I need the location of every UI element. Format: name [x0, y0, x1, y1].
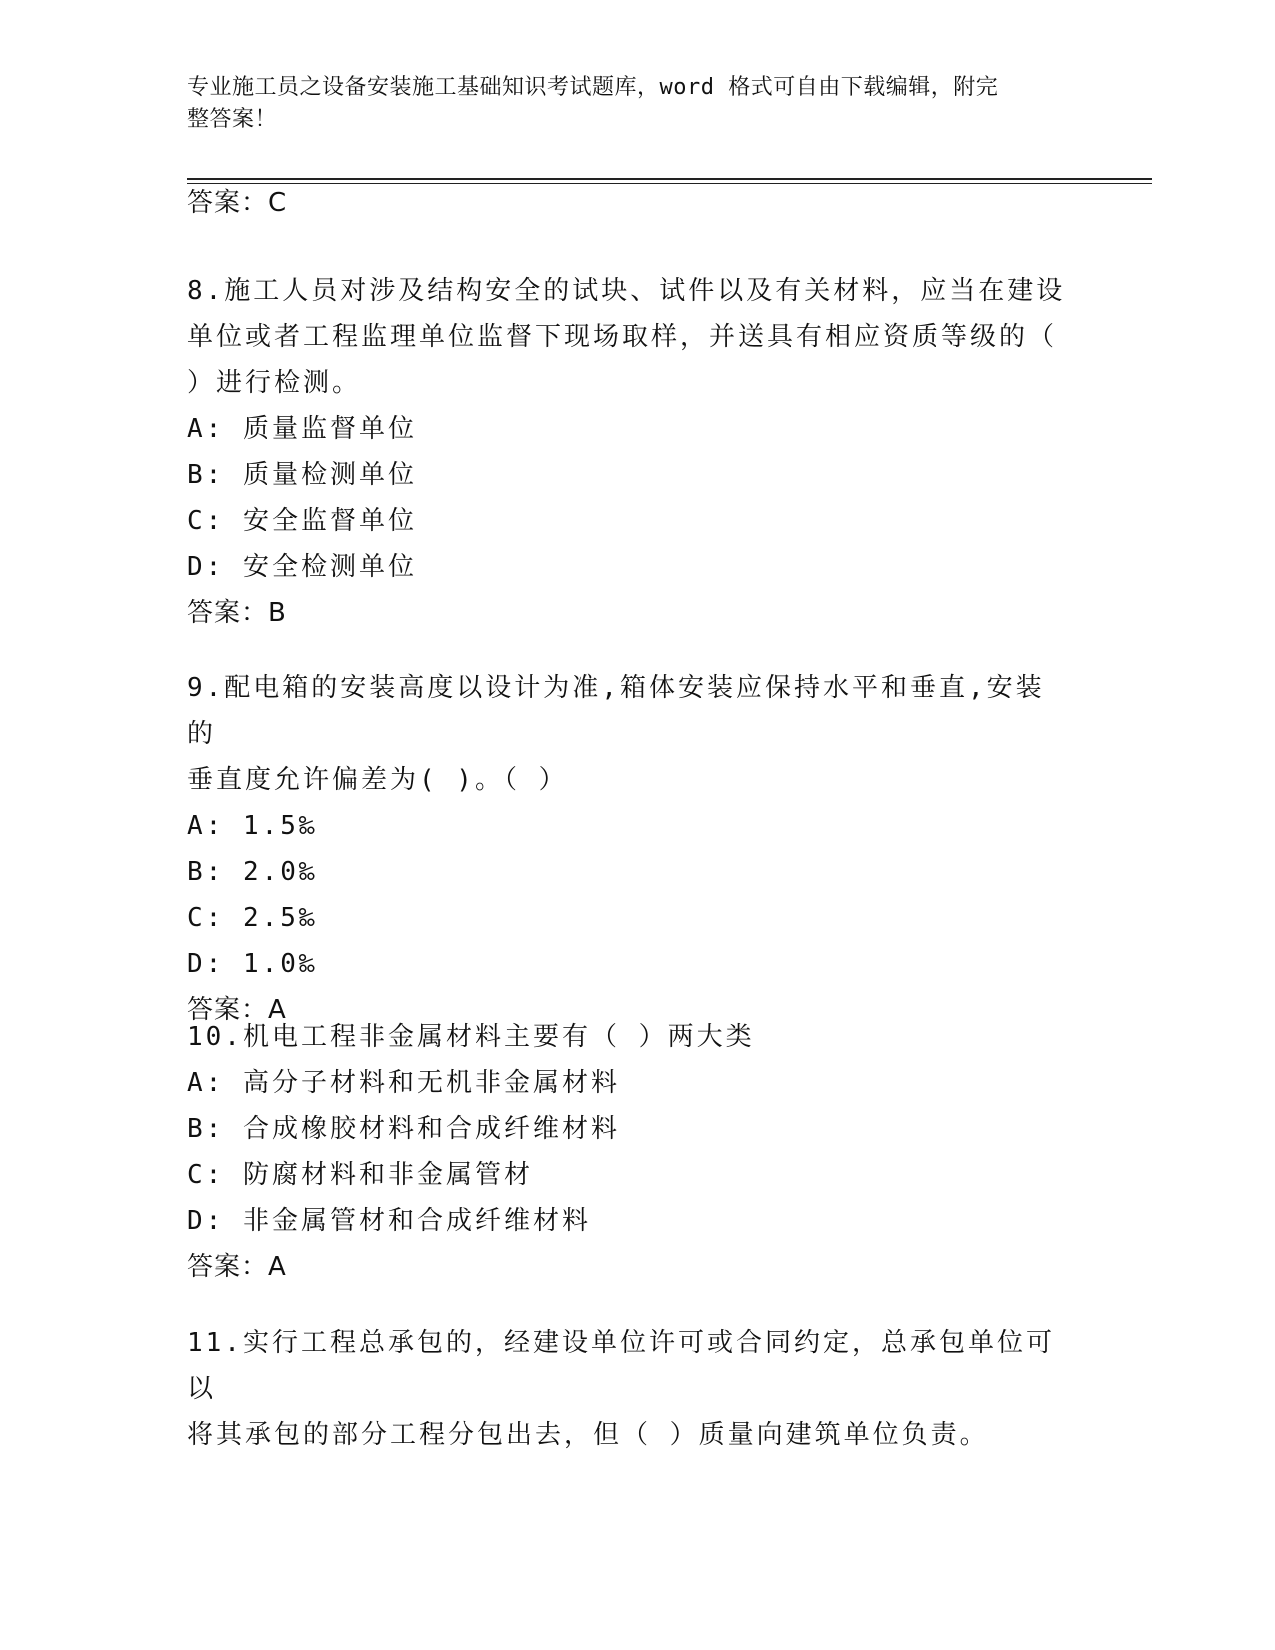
question-text: 垂直度允许偏差为( )。（ ） — [187, 765, 568, 795]
option-d: D: 安全检测单位 — [187, 552, 417, 582]
option-b: B: 质量检测单位 — [187, 460, 417, 490]
answer-10: 答案：A — [187, 1252, 287, 1282]
document-header — [187, 72, 1067, 136]
header-divider — [187, 178, 1152, 180]
header-line: 专业施工员之设备安装施工基础知识考试题库，word 格式可自由下载编辑，附完 — [187, 75, 999, 100]
question-11 — [187, 1320, 1067, 1458]
option-d: D: 1.0‰ — [187, 949, 318, 979]
answer-8: 答案：B — [187, 598, 287, 628]
option-c: C: 安全监督单位 — [187, 506, 417, 536]
question-10 — [187, 1014, 1067, 1284]
option-b: B: 2.0‰ — [187, 857, 318, 887]
question-text: 单位或者工程监理单位监督下现场取样，并送具有相应资质等级的（ — [187, 322, 1058, 352]
header-line: 整答案！ — [187, 107, 278, 132]
question-text: ）进行检测。 — [187, 368, 362, 398]
answer-9: 答案：A — [187, 995, 287, 1025]
answer-7: 答案：C — [187, 188, 288, 218]
question-text: 9.配电箱的安装高度以设计为准,箱体安装应保持水平和垂直,安装的 — [187, 673, 1045, 749]
option-d: D: 非金属管材和合成纤维材料 — [187, 1206, 591, 1236]
question-text: 将其承包的部分工程分包出去，但（ ）质量向建筑单位负责。 — [187, 1420, 989, 1450]
option-a: A: 高分子材料和无机非金属材料 — [187, 1068, 620, 1098]
option-b: B: 合成橡胶材料和合成纤维材料 — [187, 1114, 620, 1144]
question-text: 8.施工人员对涉及结构安全的试块、试件以及有关材料，应当在建设 — [187, 276, 1066, 306]
option-c: C: 防腐材料和非金属管材 — [187, 1160, 533, 1190]
question-8 — [187, 268, 1067, 630]
question-text: 11.实行工程总承包的，经建设单位许可或合同约定，总承包单位可以 — [187, 1328, 1055, 1404]
option-a: A: 质量监督单位 — [187, 414, 417, 444]
question-text: 10.机电工程非金属材料主要有（ ）两大类 — [187, 1022, 755, 1052]
option-c: C: 2.5‰ — [187, 903, 318, 933]
question-9 — [187, 665, 1067, 1027]
option-a: A: 1.5‰ — [187, 811, 318, 841]
header-divider-thin — [187, 183, 1152, 184]
